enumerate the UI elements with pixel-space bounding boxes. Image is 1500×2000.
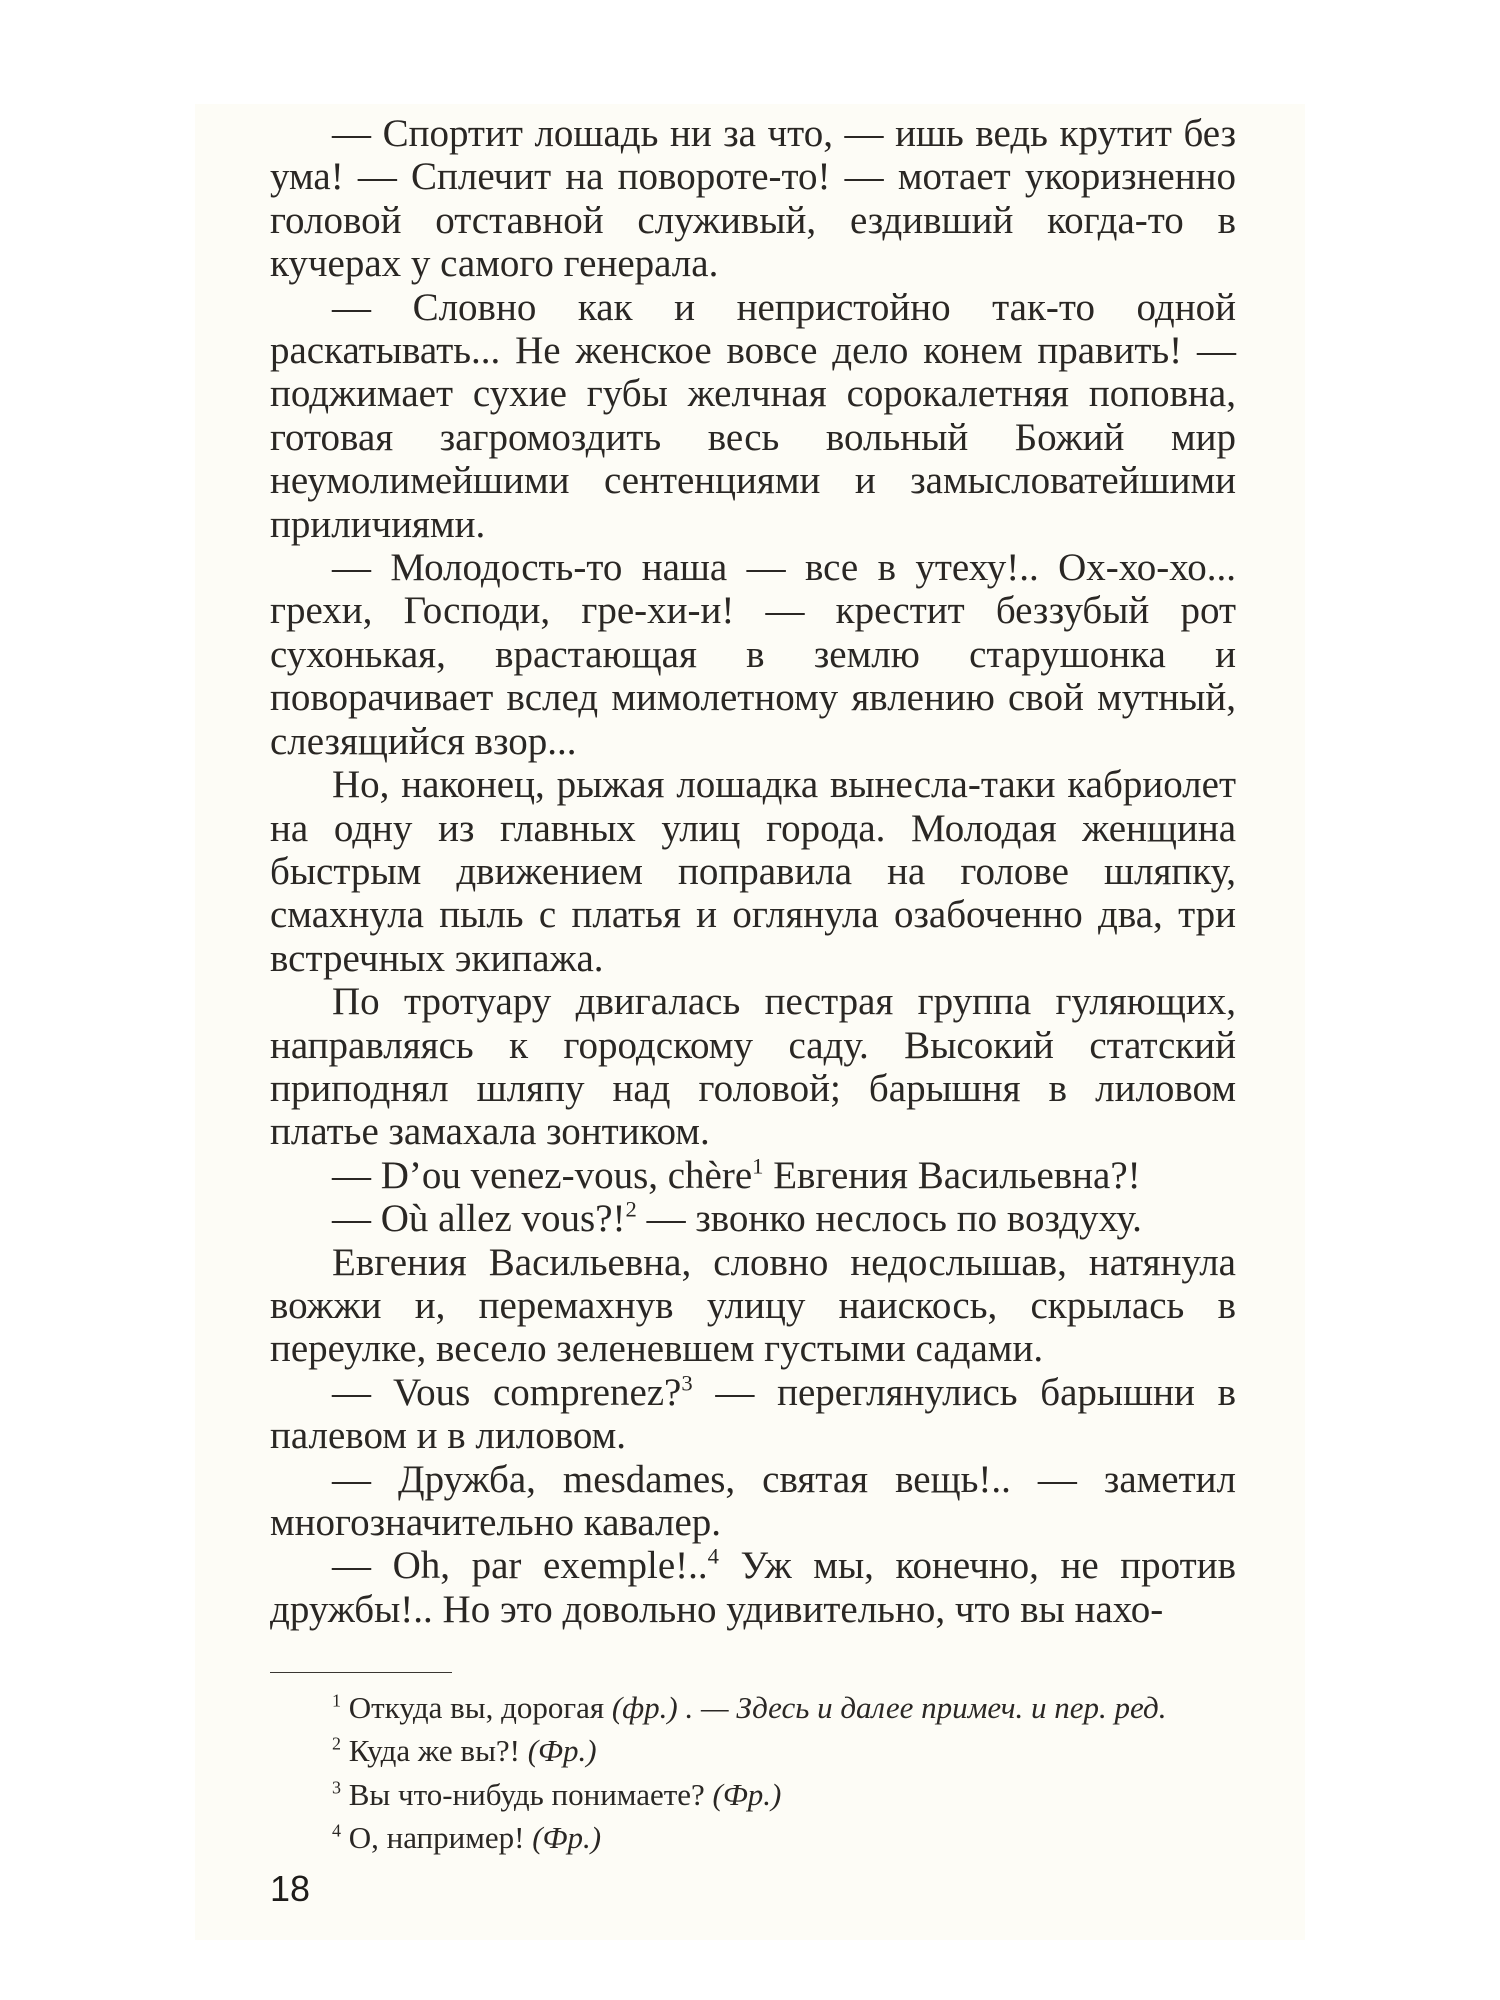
dialog-line-2-text: — Où allez vous?!: [332, 1197, 626, 1241]
footnote-ref-4: 4: [707, 1543, 719, 1569]
footnote-4-note: (Фр.): [532, 1820, 602, 1856]
dialog-line-1: [270, 1154, 1236, 1197]
footnote-3-text: Вы что-нибудь понимаете?: [348, 1776, 713, 1812]
footnote-1: [270, 1686, 1236, 1729]
footnote-4-number: 4: [332, 1820, 341, 1841]
footnote-divider: [270, 1672, 452, 1673]
footnote-1-number: 1: [332, 1690, 341, 1711]
body-text: [270, 112, 1236, 1631]
dialog-line-5: [270, 1544, 1236, 1631]
footnote-2-text: Куда же вы?!: [348, 1733, 528, 1769]
footnote-3-number: 3: [332, 1777, 341, 1798]
page-number: 18: [270, 1868, 311, 1909]
footnote-2: [270, 1729, 1236, 1772]
footnote-4-text: О, например!: [348, 1820, 533, 1856]
footnote-2-number: 2: [332, 1733, 341, 1754]
footnote-ref-2: 2: [625, 1196, 637, 1222]
dialog-line-3-text: — Vous comprenez?: [332, 1370, 682, 1414]
dialog-line-3: [270, 1371, 1236, 1458]
paragraph-2: — Словно как и непристойно так-то одной раскатывать... Не женское вовсе дело конем править! — поджимает сухие губы желчная сорокалетняя поповна, готовая загромоздить весь вольный Божий мир неумолимейшими сентенциями и замысловатейшими приличиями.: [270, 285, 1236, 546]
dialog-line-3-rest: — переглянулись барышни в палевом и в лиловом.: [270, 1370, 1236, 1458]
footnote-2-note: (Фр.): [527, 1733, 597, 1769]
dialog-line-2: [270, 1197, 1236, 1240]
dialog-line-4: — Дружба, mesdames, святая вещь!.. — заметил многозначительно кавалер.: [270, 1457, 1236, 1544]
paragraph-6: Евгения Васильевна, словно недослышав, натянула вожжи и, перемахнув улицу наискось, скрылась в переулке, весело зеленевшем густыми садами.: [270, 1240, 1236, 1371]
footnotes: [270, 1686, 1236, 1860]
footnote-3: [270, 1773, 1236, 1816]
paragraph-3: — Молодость-то наша — все в утеху!.. Ох-хо-хо... грехи, Господи, гре-хи-и! — крестит беззубый рот сухонькая, врастающая в землю старушонка и поворачивает вслед мимолетному явлению свой мутный, слезящийся взор...: [270, 546, 1236, 763]
footnote-4: [270, 1816, 1236, 1859]
dialog-line-1-text: — D’ou venez-vous, chère: [332, 1153, 753, 1197]
paragraph-5: По тротуару двигалась пестрая группа гуляющих, направляясь к городскому саду. Высокий статский приподнял шляпу над головой; барышня в лиловом платье замахала зонтиком.: [270, 980, 1236, 1154]
paragraph-1: — Спортит лошадь ни за что, — ишь ведь крутит без ума! — Сплечит на повороте-то! — мотает укоризненно головой отставной служивый, ездивший когда-то в кучерах у самого генерала.: [270, 112, 1236, 286]
footnote-1-note: (фр.) . — Здесь и далее примеч. и пер. ред.: [611, 1690, 1167, 1725]
dialog-line-1-rest: Евгения Васильевна?!: [763, 1153, 1141, 1197]
footnote-1-text: Откуда вы, дорогая: [348, 1690, 612, 1725]
footnote-ref-3: 3: [681, 1370, 693, 1396]
paragraph-4: Но, наконец, рыжая лошадка вынесла-таки кабриолет на одну из главных улиц города. Молодая женщина быстрым движением поправила на голове шляпку, смахнула пыль с платья и оглянула озабоченно два, три встречных экипажа.: [270, 763, 1236, 980]
dialog-line-5-rest: Уж мы, конечно, не против дружбы!.. Но это довольно удивительно, что вы нахо-: [270, 1544, 1236, 1631]
dialog-line-2-rest: — звонко неслось по воздуху.: [636, 1197, 1142, 1241]
footnote-ref-1: 1: [752, 1153, 764, 1179]
dialog-line-5-text: — Oh, par exemple!..: [332, 1544, 708, 1588]
footnote-3-note: (Фр.): [712, 1776, 782, 1812]
